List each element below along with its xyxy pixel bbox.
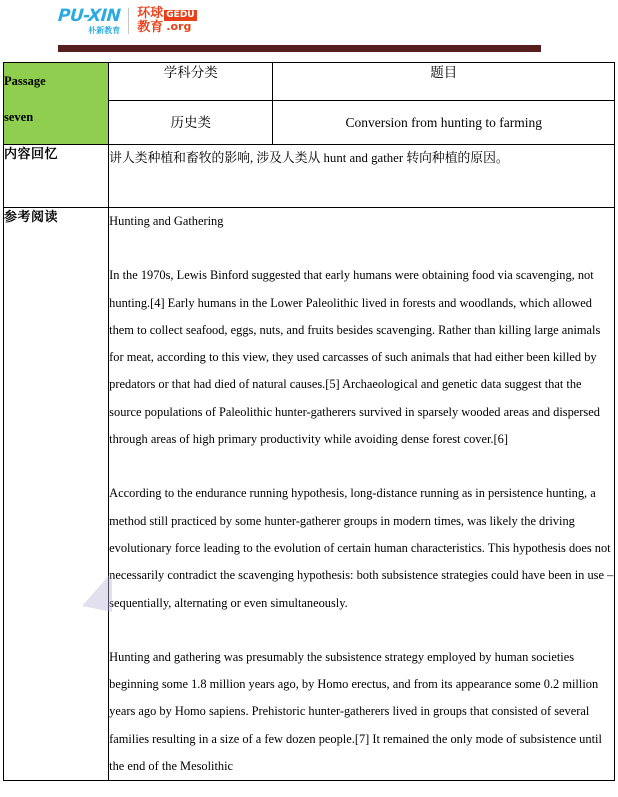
gedu-chinese-name	[137, 7, 163, 35]
passage-label-line1: Passage	[4, 74, 46, 88]
gedu-logo	[137, 7, 196, 35]
reference-paragraph-3: Hunting and gathering was presumably the subsistence strategy employed by human societies beginning some 1.8 million years ago, by Homo erectus, and from its appearance some 0.2 million years ago by Homo sapiens. Prehistoric hunter-gatherers lived in groups that consisted of several families resulting in a size of a few dozen people.[7] It remained the only mode of subsistence until the end of the Mesolithic	[109, 649, 602, 774]
value-subject-category: 历史类	[109, 101, 273, 145]
puxin-logo	[57, 5, 122, 35]
recall-label: 内容回忆	[4, 145, 109, 208]
header-subject-category: 学科分类	[109, 63, 273, 101]
puxin-wordmark: PU-XIN	[57, 5, 122, 26]
gedu-chinese-line1: 环球	[137, 6, 164, 21]
brand-logo	[58, 6, 197, 36]
document-header	[0, 0, 618, 62]
gedu-badge-top: GEDU	[166, 10, 195, 20]
table-row	[4, 145, 615, 208]
gedu-chinese-line2: 教育	[137, 20, 164, 35]
reference-paragraph-1: In the 1970s, Lewis Binford suggested that early humans were obtaining food via scavenging, not hunting.[4] Early humans in the Lower Paleolithic lived in forests and woodlands, which allowed them to collect seafood, eggs, nuts, and fruits besides scavenging. Rather than killing large animals for meat, according to this view, they used carcasses of such animals that had either been killed by predators or that had died of natural causes.[5] Archaeological and genetic data suggest that the source populations of Paleolithic hunter-gatherers survived in sparsely wooded areas and dispersed through areas of high primary productivity while avoiding dense forest cover.[6]	[109, 268, 601, 447]
recall-text: 讲人类种植和畜牧的影响, 涉及人类从 hunt and gather 转向种植的原因。	[109, 145, 615, 208]
reference-heading: Hunting and Gathering	[109, 214, 224, 228]
reference-paragraph-2: According to the endurance running hypothesis, long-distance running as in persistence hunting, a method still practiced by some hunter-gatherer groups in modern times, was likely the driving evolutionary force leading to the evolution of certain human characteristics. This hypothesis does not necessarily contradict the scavenging hypothesis: both subsistence strategies could have been in use – sequentially, alternating or even simultaneously.	[109, 486, 614, 610]
header-rule-bar	[58, 45, 541, 52]
reference-label: 参考阅读	[4, 208, 109, 781]
logo-divider	[128, 8, 129, 34]
passage-number-cell	[4, 63, 109, 145]
table-row	[4, 208, 615, 781]
reference-body	[109, 208, 615, 781]
gedu-badge	[164, 10, 196, 32]
puxin-chinese-name: 朴新教育	[88, 25, 121, 35]
gedu-badge-bottom: .org	[166, 20, 192, 33]
table-row	[4, 63, 615, 101]
header-title: 题目	[273, 63, 615, 101]
value-title: Conversion from hunting to farming	[273, 101, 615, 145]
passage-label-line2: seven	[4, 110, 34, 124]
passage-table	[3, 62, 615, 781]
